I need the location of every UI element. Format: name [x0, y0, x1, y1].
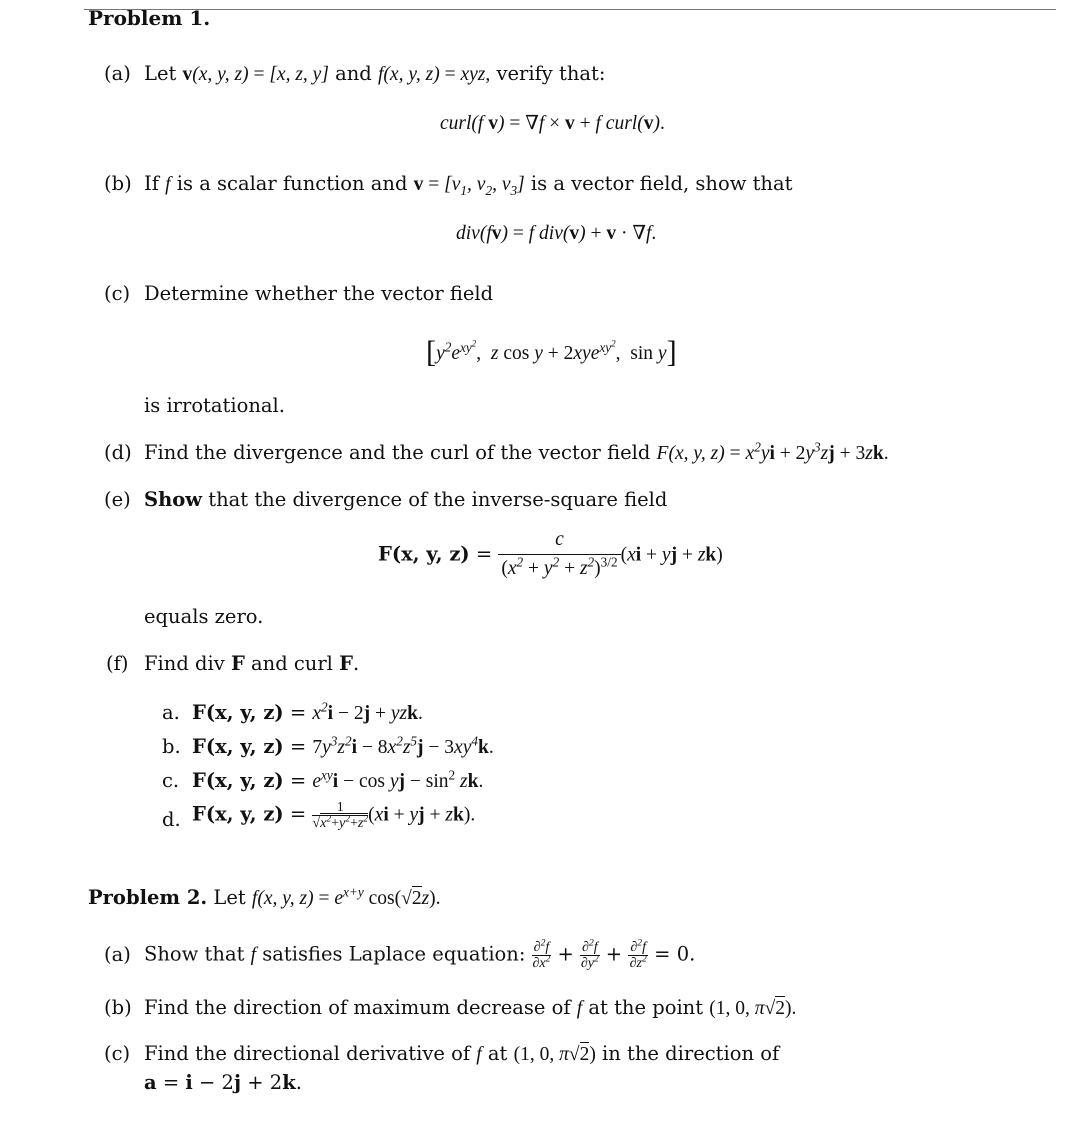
part-c-label: (c) [104, 282, 131, 305]
top-rule [84, 9, 1056, 10]
part-c-vector-field: [$y^2e^{xy^2}$, z cos y + 2xye$^{xy^2}$, sin y] [426, 335, 677, 369]
part-f-item-c: F(x, y, $z) = e^{xy}i - \cos$ yj − $\sin^2$ zk. [192, 767, 484, 792]
problem-1-title: Problem 1. [88, 6, 211, 30]
part-d-statement: Find the divergence and the curl of the vector field F(x, y, $z) = x^2yi + 2y^3zj + 3zk$. [144, 439, 889, 464]
part-a-equation: curl(f v) = ∇f × v + f curl(v). [440, 113, 665, 134]
p2-part-c-direction: a = i − 2j + 2k. [144, 1071, 302, 1094]
part-e-label: (e) [104, 488, 131, 511]
part-f-item-c-label: c. [162, 769, 180, 792]
p2-part-c-statement: Find the directional derivative of f at (1, 0, π√2) in the direction of [144, 1042, 780, 1065]
part-c-text: Determine whether the vector field [144, 282, 494, 305]
part-f-item-b: F(x, y, $z) = 7y^3z^2i - 8x^2z^5j - 3xy^4k$. [192, 733, 494, 758]
part-c-after-text: is irrotational. [144, 394, 285, 417]
p2-part-b-statement: Find the direction of maximum decrease of f at the point (1, 0, π√2). [144, 996, 797, 1019]
part-f-item-a-label: a. [162, 701, 180, 724]
problem-2-statement: Problem 2. Let f(x, y, $z) = e^{x+y}$ cos(√2z). [88, 884, 441, 909]
p2-part-b-label: (b) [104, 996, 132, 1019]
part-f-statement: Find div F and curl F. [144, 652, 360, 675]
part-f-label: (f) [106, 652, 129, 675]
part-e-after-text: equals zero. [144, 605, 264, 628]
part-b-label: (b) [104, 172, 132, 195]
part-f-item-b-label: b. [162, 735, 181, 758]
part-a-statement: Let v(x, y, z) = [x, z, y] and f(x, y, z) = xyz, verify that: [144, 62, 606, 85]
part-a-label: (a) [104, 62, 131, 85]
part-f-item-d-label: d. [162, 808, 181, 831]
problem-2-title: Problem 2. [88, 886, 208, 909]
part-e-statement: Show that the divergence of the inverse-square field [144, 488, 668, 511]
p2-part-c-label: (c) [104, 1042, 131, 1065]
p2-part-a-label: (a) [104, 943, 131, 966]
part-f-item-a: F(x, y, $z) = x^2i - 2j$ + yzk. [192, 699, 423, 724]
part-b-statement: If f is a scalar function and $v = [v_1$, $v_2$, $v_3$] is a vector field, show that [144, 172, 793, 198]
part-b-equation: div(fv) = f div(v) + v · ∇f. [456, 223, 657, 244]
part-f-item-d: F(x, y, z) = $\frac{1}{√x^2+y^2+z^2}$ (xi + yj + zk). [192, 799, 476, 831]
part-e-equation: F(x, y, z) = $\frac{c}{(x^2 + y^2 + z^2)^{3/2}}$ (xi + yj + zk) [378, 529, 723, 580]
p2-part-a-statement: Show that f satisfies Laplace equation: $\frac{\partial^2f}{\partial x^2}$ + $\frac{\partial^2f}{\partial y^2}$ + $\frac{\partial^2f}{\partial z^2}$ = 0. [144, 937, 696, 971]
part-d-label: (d) [104, 441, 132, 464]
